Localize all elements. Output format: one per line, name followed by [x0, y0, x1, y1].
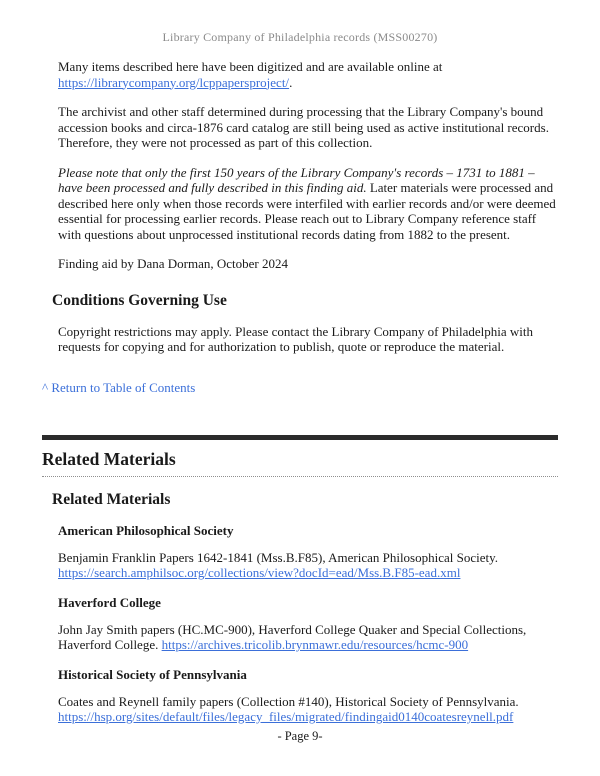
page-footer — [0, 729, 600, 744]
return-link-row — [42, 379, 558, 397]
aps-finding-aid-link[interactable]: https://search.amphilsoc.org/collections/view?docId=ead/Mss.B.F85-ead.xml — [58, 565, 461, 580]
paragraph-processing-note — [58, 165, 558, 243]
lcp-papers-project-link[interactable]: https://librarycompany.org/lcppapersproject/ — [58, 74, 290, 90]
conditions-governing-use-heading: Conditions Governing Use — [52, 291, 227, 309]
hsp-finding-aid-link[interactable]: https://hsp.org/sites/default/files/legacy_files/migrated/findingaid0140coatesreynell.pdf — [58, 709, 514, 724]
haverford-finding-aid-link[interactable]: https://archives.tricolib.brynmawr.edu/resources/hcmc-900 — [161, 637, 469, 652]
digitized-note-text: Many items described here have been digitized and are available online at — [58, 59, 443, 74]
related-materials-section-heading: Related Materials — [42, 448, 176, 469]
entry-hsp-text: Coates and Reynell family papers (Collection #140), Historical Society of Pennsylvania. — [58, 693, 519, 709]
return-to-toc-link[interactable]: ^ Return to Table of Contents — [42, 379, 196, 395]
page-content — [0, 59, 600, 725]
paragraph-archivist-note: The archivist and other staff determined during processing that the Library Company's bound accession books and circa-1876 card catalog are still being used as active institutional records. Therefore, they were not processed as part of this collection. — [58, 104, 549, 150]
org-heading-hsp: Historical Society of Pennsylvania — [58, 666, 247, 682]
entry-aps-text: Benjamin Franklin Papers 1642-1841 (Mss.B.F85), American Philosophical Society. — [58, 549, 499, 565]
entry-hsp — [58, 694, 558, 725]
related-materials-subheading: Related Materials — [52, 490, 171, 508]
dotted-divider — [42, 476, 558, 477]
section-divider-bar — [42, 435, 558, 440]
org-heading-aps: American Philosophical Society — [58, 522, 234, 538]
page-number: - Page 9- — [277, 729, 323, 743]
collection-title: Library Company of Philadelphia records (MSS00270) — [162, 30, 438, 44]
finding-aid-byline: Finding aid by Dana Dorman, October 2024 — [58, 256, 288, 271]
entry-aps — [58, 550, 558, 581]
paragraph-digitized-note — [58, 59, 558, 90]
processing-note-italic: Please note that only the first 150 years of the Library Company's records – 1731 to 1881 – have been processed and fully described in this finding aid. — [58, 164, 535, 195]
paragraph-copyright: Copyright restrictions may apply. Please contact the Library Company of Philadelphia with requests for copying and for authorization to publish, quote or reproduce the material. — [58, 323, 533, 354]
entry-haverford — [58, 622, 558, 653]
org-heading-haverford: Haverford College — [58, 594, 161, 610]
running-header — [0, 0, 600, 45]
entry-haverford-text: John Jay Smith papers (HC.MC-900), Haverford College Quaker and Special Collections, Haverford College. — [58, 621, 527, 652]
digitized-note-period: . — [289, 74, 293, 90]
processing-note-rest: Later materials were processed and described here only when those records were interfiled with earlier records and/or were deemed essential for processing earlier records. Please reach out to Library Company reference staff with questions about unprocessed institutional records dating from 1882 to the present. — [58, 180, 556, 242]
